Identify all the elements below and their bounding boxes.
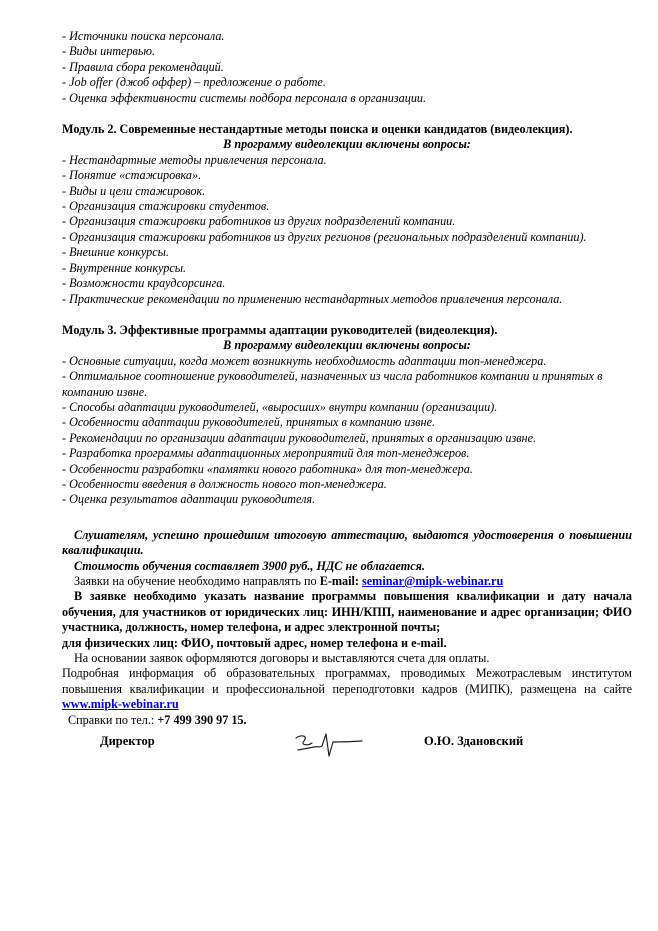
site-link[interactable]: www.mipk-webinar.ru bbox=[62, 697, 179, 712]
module2-subtitle: В программу видеолекции включены вопросы: bbox=[223, 137, 471, 152]
handwritten-signature bbox=[292, 728, 372, 760]
list-item: - Оценка эффективности системы подбора персонала в организации. bbox=[62, 90, 427, 105]
list-item: - Правила сбора рекомендаций. bbox=[62, 59, 224, 74]
list-item: - Организация стажировки работников из других подразделений компании. bbox=[62, 214, 456, 229]
list-item: - Источники поиска персонала. bbox=[62, 29, 225, 43]
details-text bbox=[62, 666, 632, 712]
list-item: - Организация стажировки студентов. bbox=[62, 199, 270, 214]
director-title: Директор bbox=[100, 734, 155, 748]
list-item: - Разработка программы адаптационных мероприятий для топ-менеджеров. bbox=[62, 446, 470, 461]
cost-text: Стоимость обучения составляет 3900 руб., НДС не облагается. bbox=[74, 558, 425, 573]
list-item: - Особенности разработки «памятки нового работника» для топ-менеджера. bbox=[62, 461, 473, 476]
document-page bbox=[62, 29, 632, 728]
module3-subtitle: В программу видеолекции включены вопросы: bbox=[223, 338, 471, 353]
director-name: О.Ю. Здановский bbox=[424, 734, 524, 748]
list-item: - Внутренние конкурсы. bbox=[62, 260, 187, 275]
applications-text: Заявки на обучение необходимо направлять по bbox=[74, 574, 320, 588]
list-item: - Особенности введения в должность нового топ-менеджера. bbox=[62, 476, 387, 491]
info-section bbox=[62, 528, 632, 728]
details-prefix: Подробная информация об образовательных программах, проводимых Межотраслевым институтом повышения квалификации и профессиональной переподготовки кадров (МИПК), размещена на сайте bbox=[62, 666, 632, 696]
signature-block bbox=[100, 730, 560, 770]
list-item: - Практические рекомендации по применению нестандартных методов привлечения персонала. bbox=[62, 291, 563, 306]
list-item: - Виды и цели стажировок. bbox=[62, 183, 206, 198]
list-item: - Нестандартные методы привлечения персонала. bbox=[62, 152, 327, 167]
module2-section bbox=[62, 122, 632, 307]
list-item: - Понятие «стажировка». bbox=[62, 168, 202, 183]
module3-section bbox=[62, 323, 632, 508]
certificate-text: Слушателям, успешно прошедшим итоговую аттестацию, выдаются удостоверения о повышении квалификации. bbox=[62, 527, 632, 558]
email-link[interactable]: seminar@mipk-webinar.ru bbox=[362, 574, 504, 588]
list-item: - Организация стажировки работников из других регионов (региональных подразделений компании). bbox=[62, 229, 587, 244]
list-item: - Способы адаптации руководителей, «выросших» внутри компании (организации). bbox=[62, 399, 498, 414]
email-label: E-mail: bbox=[319, 574, 363, 588]
phone-number: +7 499 390 97 15. bbox=[157, 712, 247, 727]
phone-label: Справки по тел.: bbox=[68, 712, 158, 727]
list-item: - Оптимальное соотношение руководителей, назначенных из числа работников компании и принятых в компанию извне. bbox=[62, 369, 603, 399]
list-item: - Job offer (джоб оффер) – предложение о работе. bbox=[62, 75, 326, 90]
contracts-text: На основании заявок оформляются договоры и выставляются счета для оплаты. bbox=[74, 651, 490, 666]
list-item: - Внешние конкурсы. bbox=[62, 245, 169, 260]
list-item: - Основные ситуации, когда может возникнуть необходимость адаптации топ-менеджера. bbox=[62, 353, 547, 368]
list-item: - Рекомендации по организации адаптации руководителей, принятых в организацию извне. bbox=[62, 430, 537, 445]
module3-title: Модуль 3. Эффективные программы адаптации руководителей (видеолекция). bbox=[62, 322, 498, 337]
applications-line bbox=[62, 574, 632, 589]
module1-list bbox=[62, 29, 632, 106]
phone-line bbox=[62, 713, 632, 728]
individuals-text: для физических лиц: ФИО, почтовый адрес, номер телефона и e-mail. bbox=[62, 635, 447, 650]
module2-title: Модуль 2. Современные нестандартные методы поиска и оценки кандидатов (видеолекция). bbox=[62, 122, 573, 137]
list-item: - Виды интервью. bbox=[62, 44, 156, 59]
list-item: - Особенности адаптации руководителей, принятых в компанию извне. bbox=[62, 415, 436, 430]
requirements-text: В заявке необходимо указать название программы повышения квалификации и дату начала обучения, для участников от юридических лиц: ИНН/КПП, наименование и адрес организации; ФИО участника, должность, номер телефона, и адрес электронной почты; bbox=[62, 589, 632, 635]
list-item: - Оценка результатов адаптации руководителя. bbox=[62, 492, 316, 507]
list-item: - Возможности краудсорсинга. bbox=[62, 276, 226, 291]
